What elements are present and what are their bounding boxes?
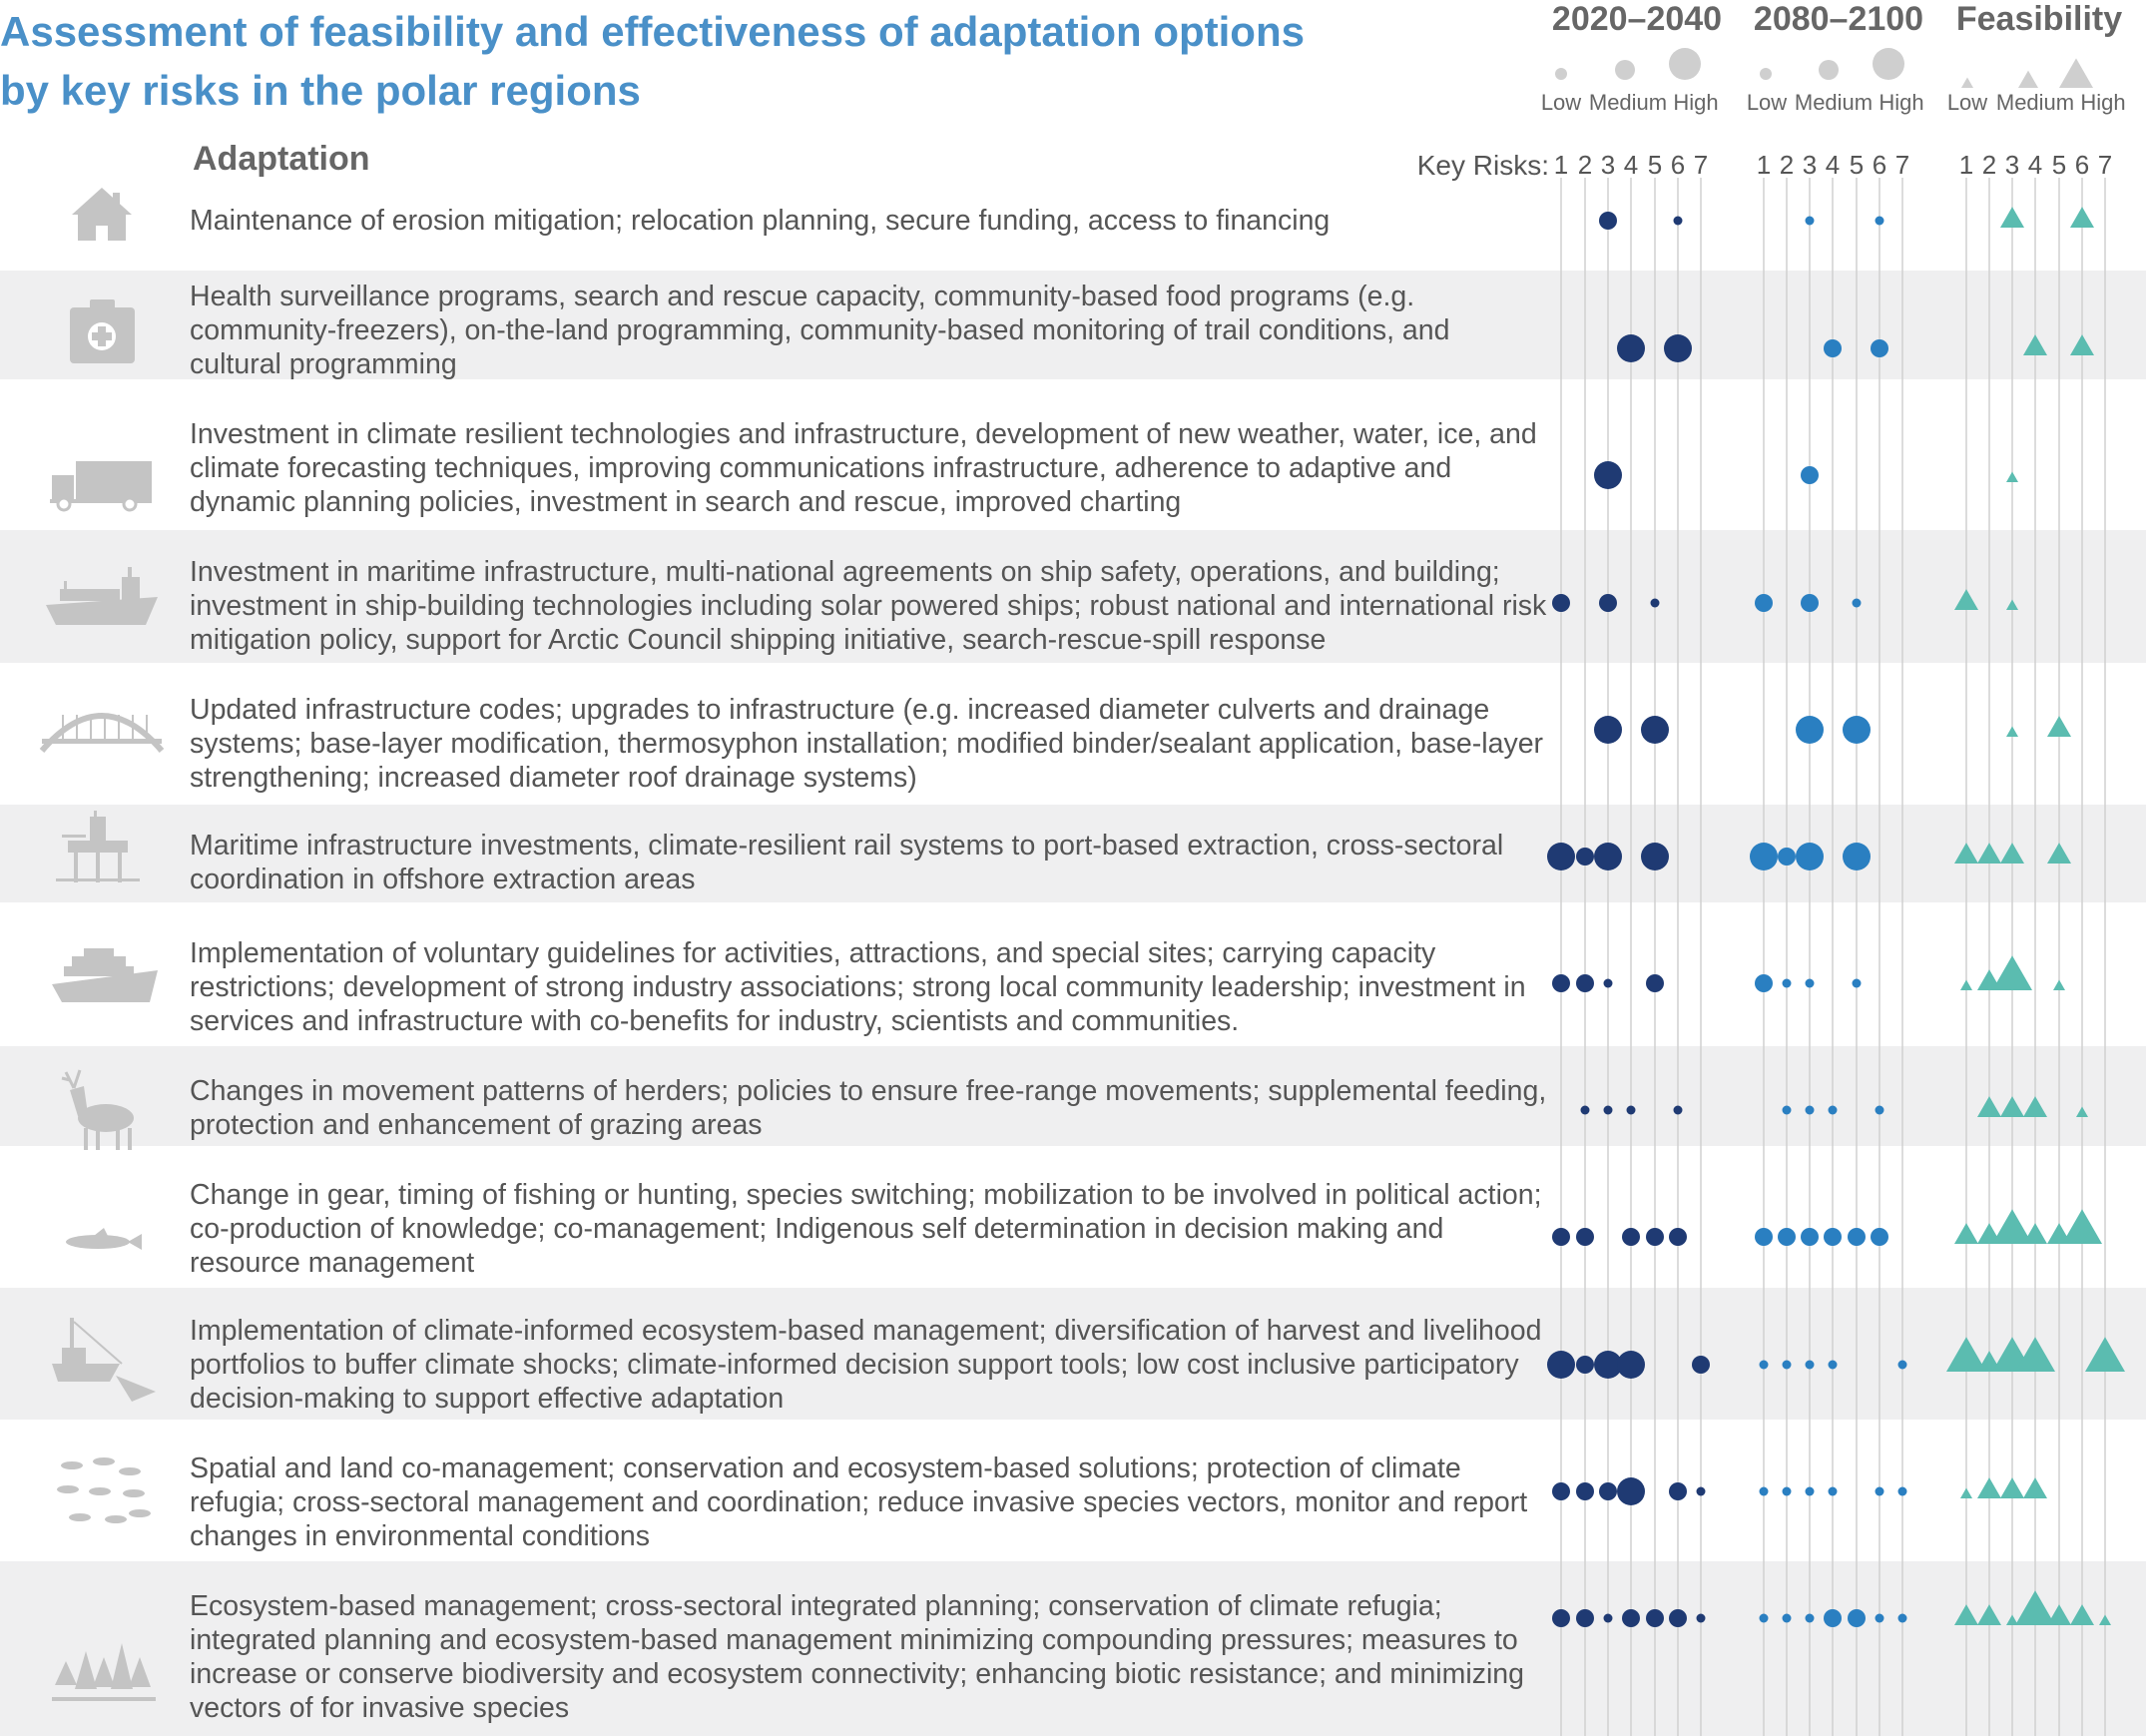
near-term-effectiveness-dot: [1576, 1356, 1594, 1374]
long-term-effectiveness-dot: [1876, 1614, 1884, 1623]
feasibility-triangle: [2047, 843, 2071, 864]
feasibility-triangle: [2000, 1096, 2024, 1117]
near-term-effectiveness-dot: [1674, 1106, 1683, 1115]
legend-circle: [1669, 48, 1701, 80]
near-term-effectiveness-dot: [1617, 1351, 1645, 1379]
long-term-effectiveness-dot: [1796, 716, 1824, 744]
feasibility-triangle: [1977, 1477, 2001, 1498]
adaptation-option-text: Implementation of voluntary guidelines for activities, attractions, and special sites; carrying capacity restrictions; development of strong industry associations; strong local community leadership; investment in services and infrastructure with co-benefits for industry, scientists and communities.: [190, 937, 1526, 1037]
key-risk-number: 6: [1670, 150, 1686, 180]
group-header-feasibility: Feasibility: [1955, 0, 2123, 38]
key-risk-number: 2: [1981, 150, 1997, 180]
feasibility-triangle: [2000, 843, 2024, 864]
long-term-effectiveness-dot: [1898, 1361, 1907, 1370]
long-term-effectiveness-dot: [1801, 466, 1819, 484]
near-term-effectiveness-dot: [1552, 1482, 1570, 1500]
legend-low-2080: Low: [1746, 90, 1788, 115]
fishing-vessel-icon: [52, 1318, 156, 1402]
near-term-effectiveness-dot: [1669, 1609, 1687, 1627]
near-term-effectiveness-dot: [1599, 1482, 1617, 1500]
long-term-effectiveness-dot: [1783, 1361, 1792, 1370]
long-term-effectiveness-dot: [1876, 217, 1884, 226]
long-term-effectiveness-dot: [1806, 217, 1815, 226]
key-risk-number: 5: [1647, 150, 1663, 180]
key-risk-number: 1: [1958, 150, 1974, 180]
feasibility-triangle: [2085, 1337, 2125, 1372]
long-term-effectiveness-dot: [1783, 1487, 1792, 1496]
reindeer-icon: [62, 1070, 134, 1150]
near-term-effectiveness-dot: [1547, 1351, 1575, 1379]
first-aid-kit-icon: [70, 299, 135, 363]
near-term-effectiveness-dot: [1599, 594, 1617, 612]
long-term-effectiveness-dot: [1871, 339, 1888, 357]
feasibility-triangle: [1954, 1223, 1978, 1244]
long-term-effectiveness-dot: [1801, 594, 1819, 612]
near-term-effectiveness-dot: [1641, 716, 1669, 744]
feasibility-triangle: [1954, 589, 1978, 610]
adaptation-option-text: Updated infrastructure codes; upgrades to infrastructure (e.g. increased diameter culverts and drainage systems; base-layer modification, thermosyphon installation; modified binder/sealant application, base-layer strengthening; increased diameter roof drainage systems): [190, 694, 1544, 794]
long-term-effectiveness-dot: [1848, 1609, 1866, 1627]
near-term-effectiveness-dot: [1594, 843, 1622, 870]
ship-icon: [46, 567, 158, 625]
legend-triangle: [1961, 78, 1973, 88]
feasibility-triangle: [2006, 727, 2018, 737]
key-risk-number: 1: [1553, 150, 1569, 180]
cruise-ship-icon: [52, 948, 158, 1002]
group-header-2080-2100: 2080–2100: [1753, 0, 1924, 38]
key-risk-number: 6: [1872, 150, 1887, 180]
long-term-effectiveness-dot: [1824, 1228, 1842, 1246]
feasibility-triangle: [2099, 1615, 2111, 1625]
adaptation-option-text: Implementation of climate-informed ecosystem-based management; diversification of harvest and livelihood portfolios to buffer climate shocks; climate-informed decision support tools; low cost inclusive participatory decision-making to support effective adaptation: [190, 1315, 1542, 1415]
key-risk-number: 6: [2074, 150, 2090, 180]
feasibility-triangle: [2070, 334, 2094, 355]
feasibility-triangle: [2047, 1604, 2071, 1625]
long-term-effectiveness-dot: [1750, 843, 1778, 870]
long-term-effectiveness-dot: [1783, 1614, 1792, 1623]
key-risk-number: 4: [2027, 150, 2043, 180]
adaptation-option-text: Maritime infrastructure investments, climate-resilient rail systems to port-based extraction, cross-sectoral coordination in offshore extraction areas: [190, 830, 1504, 895]
marine-life-icon: [57, 1457, 151, 1523]
adaptation-header: Adaptation: [193, 140, 370, 178]
feasibility-triangle: [2062, 1209, 2102, 1244]
long-term-effectiveness-dot: [1806, 1614, 1815, 1623]
long-term-effectiveness-dot: [1783, 1106, 1792, 1115]
feasibility-triangle: [2053, 980, 2065, 990]
adaptation-option-text: Change in gear, timing of fishing or hunting, species switching; mobilization to be involved in political action; co-production of knowledge; co-management; Indigenous self determination in decision making and resource management: [190, 1179, 1542, 1279]
feasibility-triangle: [2047, 716, 2071, 737]
near-term-effectiveness-dot: [1622, 1609, 1640, 1627]
long-term-effectiveness-dot: [1824, 339, 1842, 357]
long-term-effectiveness-dot: [1853, 979, 1862, 988]
adaptation-option-text: Health surveillance programs, search and rescue capacity, community-based food programs (e.g. community-freezers), on-the-land programming, community-based monitoring of trail conditions, and cultural programming: [190, 281, 1450, 380]
long-term-effectiveness-dot: [1829, 1361, 1838, 1370]
legend-high-feasibility: High: [2080, 90, 2126, 115]
key-risk-number: 3: [1600, 150, 1616, 180]
near-term-effectiveness-dot: [1576, 1228, 1594, 1246]
house-icon: [72, 188, 132, 241]
adaptation-option-text: Ecosystem-based management; cross-sectoral integrated planning; conservation of climate refugia; integrated planning and ecosystem-based management minimizing compounding pressures; measures to increase or conserve biodiversity and ecosystem connectivity; enhancing biotic resistance; and minimizing vectors of for invasive species: [190, 1590, 1524, 1724]
long-term-effectiveness-dot: [1876, 1487, 1884, 1496]
feasibility-triangle: [2023, 1223, 2047, 1244]
title-line-1: Assessment of feasibility and effectiveness of adaptation options: [0, 8, 1305, 55]
forest-icon: [52, 1643, 156, 1701]
feasibility-triangle: [2070, 1604, 2094, 1625]
key-risk-number: 5: [2051, 150, 2067, 180]
long-term-effectiveness-dot: [1783, 979, 1792, 988]
legend-low-2020: Low: [1540, 90, 1582, 115]
feasibility-triangle: [2000, 1477, 2024, 1498]
key-risks-label: Key Risks:: [1416, 150, 1549, 181]
feasibility-triangle: [2023, 1477, 2047, 1498]
legend-medium-2080: Medium: [1794, 90, 1874, 115]
near-term-effectiveness-dot: [1604, 1106, 1613, 1115]
near-term-effectiveness-dot: [1651, 599, 1660, 608]
feasibility-triangle: [1977, 1604, 2001, 1625]
legend-circle: [1555, 68, 1567, 80]
near-term-effectiveness-dot: [1576, 848, 1594, 866]
near-term-effectiveness-dot: [1547, 843, 1575, 870]
key-risk-number: 4: [1623, 150, 1639, 180]
key-risk-number: 7: [2097, 150, 2113, 180]
fish-icon: [66, 1228, 142, 1250]
long-term-effectiveness-dot: [1843, 716, 1871, 744]
adaptation-option-text: Changes in movement patterns of herders; policies to ensure free-range movements; supplemental feeding, protection and enhancement of grazing areas: [190, 1075, 1547, 1141]
long-term-effectiveness-dot: [1876, 1106, 1884, 1115]
near-term-effectiveness-dot: [1552, 1228, 1570, 1246]
near-term-effectiveness-dot: [1594, 461, 1622, 489]
near-term-effectiveness-dot: [1697, 1614, 1706, 1623]
long-term-effectiveness-dot: [1806, 1487, 1815, 1496]
feasibility-triangle: [2000, 207, 2024, 228]
feasibility-triangle: [2006, 472, 2018, 482]
bridge-icon: [42, 715, 162, 751]
key-risk-number: 7: [1693, 150, 1709, 180]
near-term-effectiveness-dot: [1669, 1228, 1687, 1246]
near-term-effectiveness-dot: [1622, 1228, 1640, 1246]
feasibility-triangle: [1954, 843, 1978, 864]
legend-triangle: [2018, 71, 2038, 88]
long-term-effectiveness-dot: [1755, 594, 1773, 612]
near-term-effectiveness-dot: [1581, 1106, 1590, 1115]
near-term-effectiveness-dot: [1664, 334, 1692, 362]
near-term-effectiveness-dot: [1594, 716, 1622, 744]
long-term-effectiveness-dot: [1778, 1228, 1796, 1246]
near-term-effectiveness-dot: [1604, 979, 1613, 988]
near-term-effectiveness-dot: [1552, 1609, 1570, 1627]
feasibility-triangle: [1954, 1604, 1978, 1625]
long-term-effectiveness-dot: [1871, 1228, 1888, 1246]
long-term-effectiveness-dot: [1760, 1361, 1769, 1370]
long-term-effectiveness-dot: [1853, 599, 1862, 608]
long-term-effectiveness-dot: [1755, 974, 1773, 992]
long-term-effectiveness-dot: [1801, 1228, 1819, 1246]
legend-circle: [1873, 48, 1904, 80]
key-risk-number: 7: [1894, 150, 1910, 180]
near-term-effectiveness-dot: [1669, 1482, 1687, 1500]
long-term-effectiveness-dot: [1806, 1106, 1815, 1115]
feasibility-triangle: [2015, 1590, 2055, 1625]
long-term-effectiveness-dot: [1824, 1609, 1842, 1627]
near-term-effectiveness-dot: [1599, 212, 1617, 230]
long-term-effectiveness-dot: [1898, 1487, 1907, 1496]
near-term-effectiveness-dot: [1692, 1356, 1710, 1374]
near-term-effectiveness-dot: [1552, 594, 1570, 612]
long-term-effectiveness-dot: [1829, 1106, 1838, 1115]
feasibility-triangle: [1992, 955, 2032, 990]
near-term-effectiveness-dot: [1697, 1487, 1706, 1496]
near-term-effectiveness-dot: [1617, 334, 1645, 362]
feasibility-triangle: [1977, 1096, 2001, 1117]
adaptation-option-text: Maintenance of erosion mitigation; relocation planning, secure funding, access to financing: [190, 205, 1331, 237]
key-risk-number: 2: [1577, 150, 1593, 180]
adaptation-option-text: Investment in maritime infrastructure, multi-national agreements on ship safety, operations, and building; investment in ship-building technologies including solar powered ships; robust national and international risk mitigation policy, support for Arctic Council shipping initiative, search-rescue-spill response: [190, 556, 1547, 656]
near-term-effectiveness-dot: [1646, 1228, 1664, 1246]
long-term-effectiveness-dot: [1760, 1487, 1769, 1496]
key-risk-number: 3: [1802, 150, 1818, 180]
key-risk-number: 5: [1849, 150, 1865, 180]
feasibility-triangle: [2023, 1096, 2047, 1117]
near-term-effectiveness-dot: [1646, 1609, 1664, 1627]
feasibility-triangle: [1977, 843, 2001, 864]
long-term-effectiveness-dot: [1760, 1614, 1769, 1623]
legend-high-2080: High: [1878, 90, 1924, 115]
feasibility-triangle: [1960, 980, 1972, 990]
feasibility-triangle: [2006, 600, 2018, 610]
long-term-effectiveness-dot: [1778, 848, 1796, 866]
near-term-effectiveness-dot: [1576, 1482, 1594, 1500]
feasibility-triangle: [2076, 1107, 2088, 1117]
long-term-effectiveness-dot: [1796, 843, 1824, 870]
oil-platform-icon: [56, 811, 140, 882]
legend-low-feasibility: Low: [1946, 90, 1988, 115]
legend-medium-2020: Medium: [1588, 90, 1668, 115]
near-term-effectiveness-dot: [1617, 1477, 1645, 1505]
title-line-2: by key risks in the polar regions: [0, 67, 641, 114]
near-term-effectiveness-dot: [1576, 1609, 1594, 1627]
feasibility-triangle: [2023, 334, 2047, 355]
legend-triangle: [2059, 58, 2093, 88]
key-risk-number: 1: [1756, 150, 1772, 180]
key-risk-number: 2: [1779, 150, 1795, 180]
feasibility-triangle: [2070, 207, 2094, 228]
near-term-effectiveness-dot: [1552, 974, 1570, 992]
feasibility-triangle: [1960, 1488, 1972, 1498]
near-term-effectiveness-dot: [1604, 1614, 1613, 1623]
truck-icon: [50, 461, 152, 510]
adaptation-option-text: Investment in climate resilient technologies and infrastructure, development of new weather, water, ice, and climate forecasting techniques, improving communications infrastructure, adherence to adaptive and dynamic planning policies, investment in search and rescue, improved charting: [190, 418, 1537, 518]
key-risk-number: 3: [2004, 150, 2020, 180]
long-term-effectiveness-dot: [1806, 1361, 1815, 1370]
long-term-effectiveness-dot: [1806, 979, 1815, 988]
adaptation-option-text: Spatial and land co-management; conservation and ecosystem-based solutions; protection of climate refugia; cross-sectoral management and coordination; reduce invasive species vectors, monitor and report changes in environmental conditions: [190, 1452, 1528, 1552]
key-risk-number: 4: [1825, 150, 1841, 180]
near-term-effectiveness-dot: [1627, 1106, 1636, 1115]
group-header-2020-2040: 2020–2040: [1551, 0, 1723, 38]
near-term-effectiveness-dot: [1576, 974, 1594, 992]
long-term-effectiveness-dot: [1755, 1228, 1773, 1246]
long-term-effectiveness-dot: [1843, 843, 1871, 870]
near-term-effectiveness-dot: [1674, 217, 1683, 226]
legend-medium-feasibility: Medium: [1995, 90, 2075, 115]
long-term-effectiveness-dot: [1848, 1228, 1866, 1246]
long-term-effectiveness-dot: [1829, 1487, 1838, 1496]
legend-circle: [1760, 68, 1772, 80]
long-term-effectiveness-dot: [1898, 1614, 1907, 1623]
legend-circle: [1615, 60, 1635, 80]
legend-circle: [1819, 60, 1839, 80]
near-term-effectiveness-dot: [1646, 974, 1664, 992]
near-term-effectiveness-dot: [1641, 843, 1669, 870]
legend-high-2020: High: [1673, 90, 1719, 115]
